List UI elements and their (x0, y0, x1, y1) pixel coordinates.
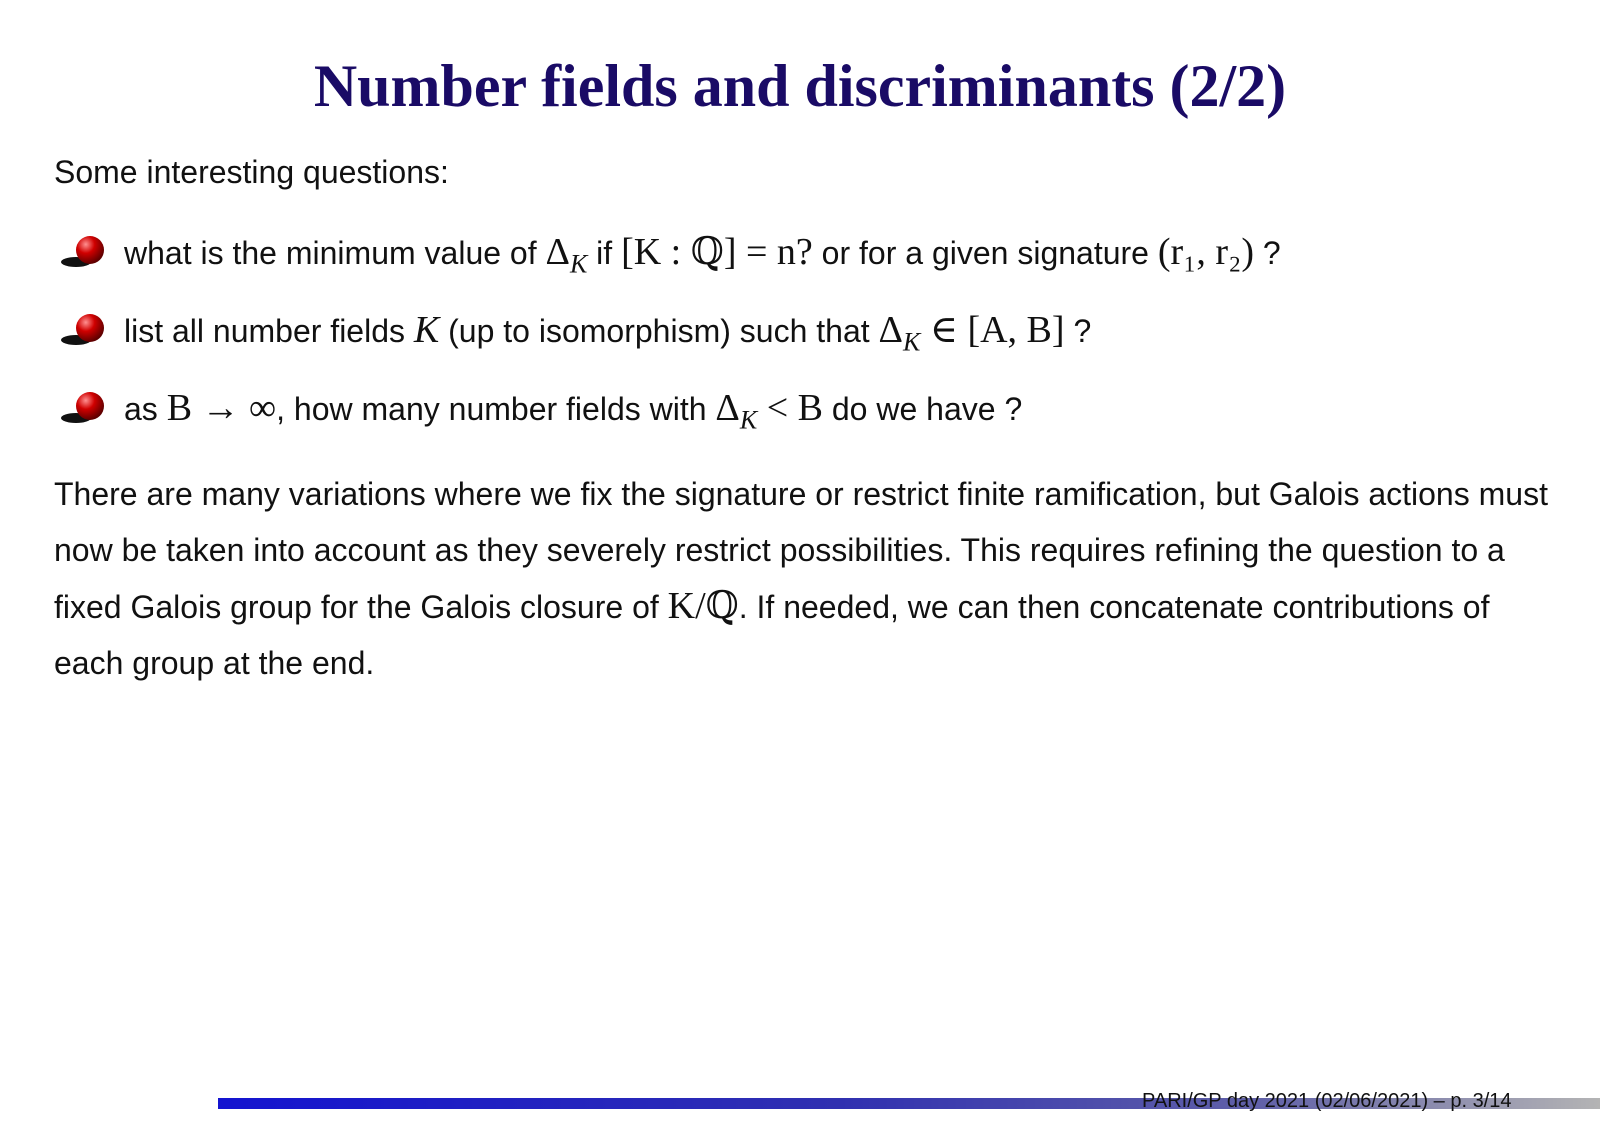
slide-title: Number fields and discriminants (2/2) (313, 53, 1287, 119)
math-extension: K/ℚ (667, 585, 739, 627)
bullet-text: if (587, 235, 622, 271)
bullet-text: or for a given signature (812, 235, 1158, 271)
bullet-text: (up to isomorphism) such that (439, 313, 879, 349)
bullet-text: , how many number fields with (276, 391, 716, 427)
bullet-text: list all number fields (124, 313, 414, 349)
bullet-text: do we have ? (822, 391, 1023, 427)
footer-text: PARI/GP day 2021 (02/06/2021) – p. 3/14 (1142, 1090, 1512, 1112)
bullet-text: ? (1253, 235, 1281, 271)
math-degree: [K : ℚ] = n? (621, 231, 813, 273)
intro-text: Some interesting questions: (54, 154, 449, 190)
list-item (54, 306, 1281, 384)
math-delta-interval: $\Delta_K$ ∈ [A, B] (878, 309, 1065, 357)
bullet-ball-icon (60, 390, 110, 426)
math-k: K (413, 309, 440, 351)
bullet-ball-icon (60, 234, 110, 270)
list-item (54, 228, 1281, 306)
bullet-text: ? (1064, 313, 1092, 349)
bullet-text: as (124, 391, 167, 427)
math-delta-k: $\Delta_K$ (545, 231, 588, 279)
math-signature: (r₁, r₂) (1157, 231, 1254, 273)
body-paragraph: There are many variations where we fix the signature or restrict finite ramification, but Galois actions must now be taken into account as they severely restrict possibilities. This requires refining the question to a fixed Galois group for the Galois closure of K/ℚ. If needed, we can then concatenate contributions of each group at the end. (54, 476, 1548, 681)
question-list (54, 228, 1281, 462)
bullet-text: what is the minimum value of (124, 235, 546, 271)
bullet-ball-icon (60, 312, 110, 348)
list-item (54, 384, 1281, 462)
math-delta-bound: $\Delta_K < B$ (715, 387, 823, 435)
math-limit: B → ∞ (166, 387, 277, 429)
